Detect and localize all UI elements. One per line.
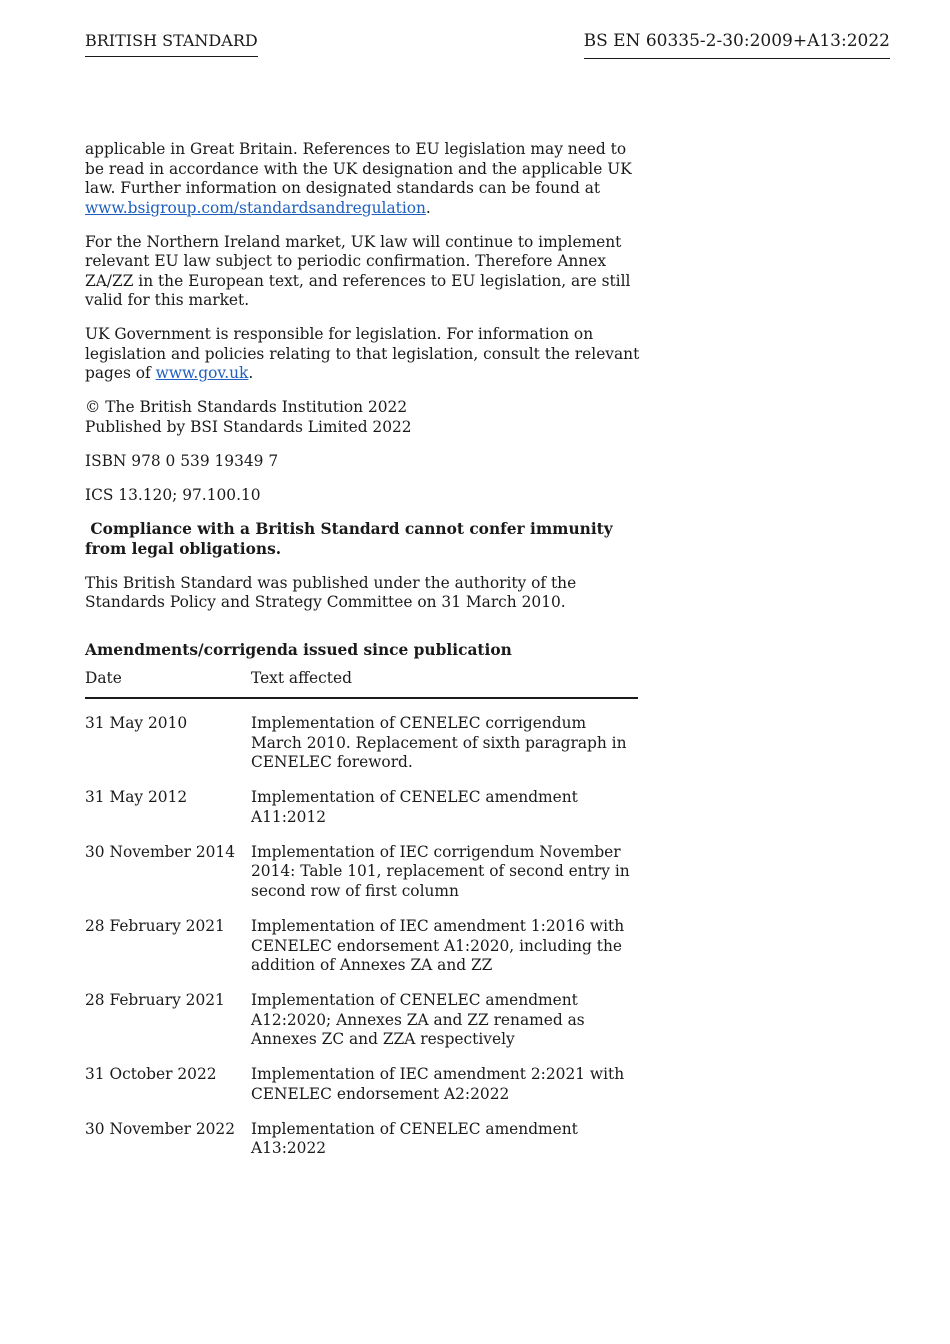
table-row xyxy=(85,991,638,1050)
paragraph-text: applicable in Great Britain. References to EU legislation may need to be read in accordance with the UK designation and the applicable UK law. Further information on designated standards can be found at xyxy=(85,140,632,197)
paragraph-northern-ireland: For the Northern Ireland market, UK law will continue to implement relevant EU law subject to periodic confirmation. Therefore Annex ZA/ZZ in the European text, and references to EU legislation, are still valid for this market. xyxy=(85,232,631,310)
header-standard-label: BRITISH STANDARD xyxy=(85,31,258,57)
amendments-title: Amendments/corrigenda issued since publication xyxy=(85,640,512,659)
row-text-affected: Implementation of CENELEC corrigendum March 2010. Replacement of sixth paragraph in CENELEC foreword. xyxy=(251,714,627,772)
paragraph-great-britain xyxy=(85,140,645,218)
page-content xyxy=(85,140,645,1159)
compliance-notice: Compliance with a British Standard cannot confer immunity from legal obligations. xyxy=(85,520,619,558)
amendments-table-header xyxy=(85,661,638,699)
paragraph-end: . xyxy=(425,198,431,217)
header-standard-number: BS EN 60335-2-30:2009+A13:2022 xyxy=(584,31,890,59)
row-date: 28 February 2021 xyxy=(85,917,225,936)
paragraph-uk-government xyxy=(85,325,645,384)
column-header-text-affected: Text affected xyxy=(251,669,352,688)
row-text-affected: Implementation of CENELEC amendment A13:2022 xyxy=(251,1119,578,1158)
copyright-line: © The British Standards Institution 2022 xyxy=(85,398,408,417)
gov-uk-link[interactable]: www.gov.uk xyxy=(155,364,249,383)
paragraph-text: UK Government is responsible for legislation. For information on legislation and policies relating to that legislation, consult the relevant pages of xyxy=(85,325,640,383)
table-row xyxy=(85,788,638,827)
amendments-table xyxy=(85,661,638,1159)
table-row xyxy=(85,843,638,902)
row-text-affected: Implementation of IEC amendment 2:2021 with CENELEC endorsement A2:2022 xyxy=(251,1065,625,1103)
authority-paragraph: This British Standard was published under the authority of the Standards Policy and Strategy Committee on 31 March 2010. xyxy=(85,573,577,612)
publisher-line: Published by BSI Standards Limited 2022 xyxy=(85,417,412,436)
row-text-affected: Implementation of CENELEC amendment A12:2020; Annexes ZA and ZZ renamed as Annexes ZC and ZZA respectively xyxy=(251,991,585,1049)
table-row xyxy=(85,714,638,773)
table-row xyxy=(85,1065,638,1104)
isbn-line: ISBN 978 0 539 19349 7 xyxy=(85,451,279,470)
paragraph-end: . xyxy=(248,364,254,383)
row-text-affected: Implementation of CENELEC amendment A11:2012 xyxy=(251,788,578,826)
table-row xyxy=(85,917,638,976)
ics-line: ICS 13.120; 97.100.10 xyxy=(85,485,261,504)
row-date: 31 May 2010 xyxy=(85,714,188,733)
column-header-date: Date xyxy=(85,669,122,688)
row-date: 31 October 2022 xyxy=(85,1065,217,1084)
table-row xyxy=(85,1120,638,1159)
row-text-affected: Implementation of IEC amendment 1:2016 with CENELEC endorsement A1:2020, including the addition of Annexes ZA and ZZ xyxy=(251,917,625,975)
bsi-standards-link[interactable]: www.bsigroup.com/standardsandregulation xyxy=(85,198,426,217)
row-date: 30 November 2022 xyxy=(85,1119,235,1138)
row-text-affected: Implementation of IEC corrigendum November 2014: Table 101, replacement of second entry in second row of first column xyxy=(251,842,630,900)
row-date: 28 February 2021 xyxy=(85,991,225,1010)
row-date: 31 May 2012 xyxy=(85,788,188,807)
row-date: 30 November 2014 xyxy=(85,842,235,861)
copyright-block xyxy=(85,398,645,437)
